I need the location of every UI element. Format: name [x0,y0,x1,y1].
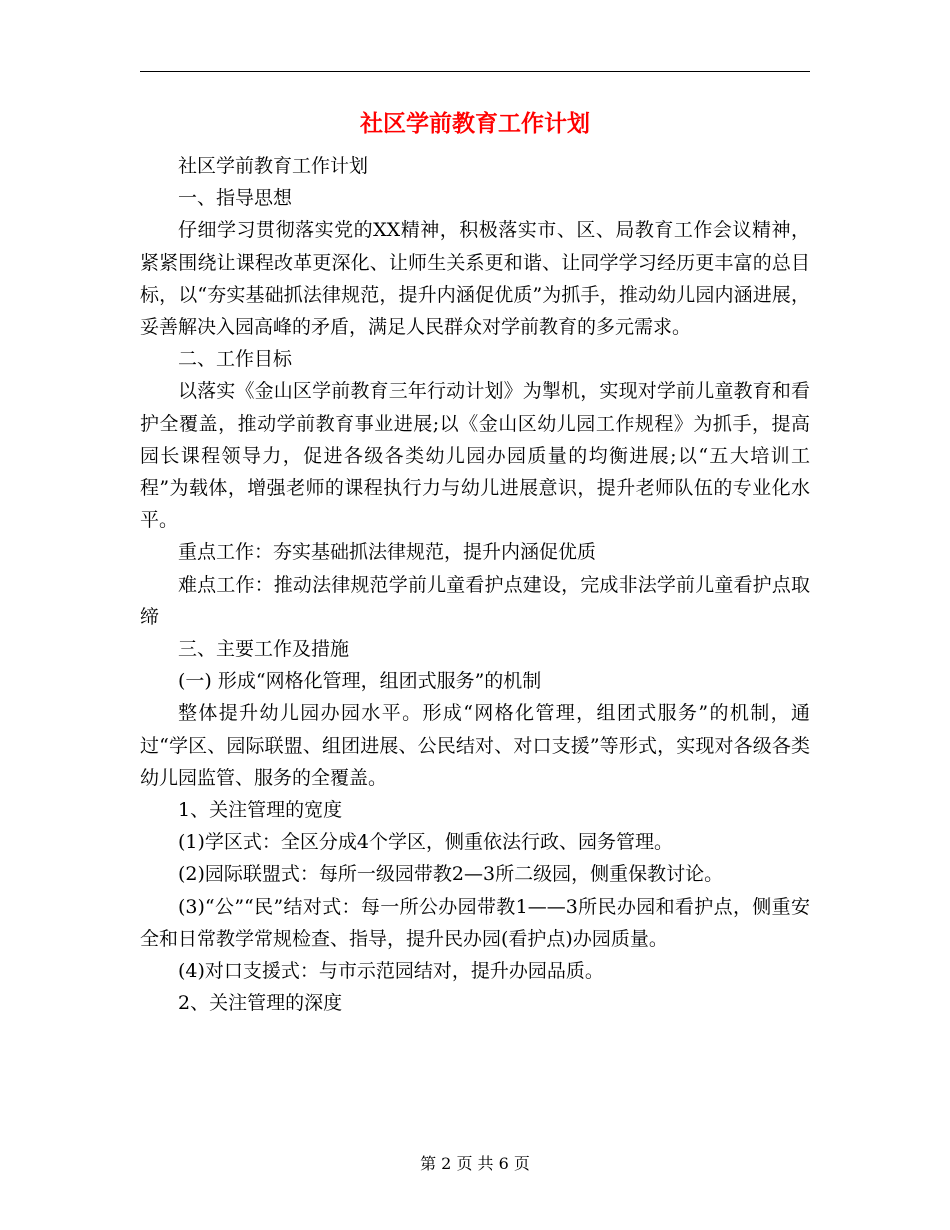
heading-main-work: 三、主要工作及措施 [178,638,350,661]
subheading-breadth: 1、关注管理的宽度 [178,799,343,822]
subheading-mechanism: (一) 形成“网格化管理，组团式服务”的机制 [178,670,542,693]
paragraph: 以落实《金山区学前教育三年行动计划》为掣机，实现对学前儿童教育和看护全覆盖，推动学前教育事业进展;以《金山区幼儿园工作规程》为抓手，提高园长课程领导力，促进各级各类幼儿园办园质量的均衡进展;以“五大培训工程”为载体，增强老师的课程执行力与幼儿进展意识，提升老师队伍的专业化水平。 [140,380,810,532]
list-item: (1)学区式：全区分成4个学区，侧重依法行政、园务管理。 [178,831,674,854]
subheading-depth: 2、关注管理的深度 [178,992,343,1015]
page-footer: 第 2 页 共 6 页 [420,1154,530,1173]
list-item: (2)园际联盟式：每所一级园带教2—3所二级园，侧重保教讨论。 [178,863,724,886]
paragraph: 仔细学习贯彻落实党的XX精神，积极落实市、区、局教育工作会议精神，紧紧围绕让课程改革更深化、让师生关系更和谐、让同学学习经历更丰富的总目标，以“夯实基础抓法律规范，提升内涵促优质”为抓手，推动幼儿园内涵进展，妥善解决入园高峰的矛盾，满足人民群众对学前教育的多元需求。 [140,219,810,339]
document-body [140,150,810,1019]
list-item: (4)对口支援式：与市示范园结对，提升办园品质。 [178,960,604,983]
paragraph-key-work: 重点工作：夯实基础抓法律规范，提升内涵促优质 [178,541,597,564]
header-rule [140,71,810,72]
document-title: 社区学前教育工作计划 [360,110,590,137]
heading-guiding-ideology: 一、指导思想 [178,187,293,210]
paragraph-difficult-work: 难点工作：推动法律规范学前儿童看护点建设，完成非法学前儿童看护点取缔 [140,573,810,628]
heading-work-goals: 二、工作目标 [178,348,293,371]
paragraph: 整体提升幼儿园办园水平。形成“网格化管理，组团式服务”的机制，通过“学区、园际联盟、组团进展、公民结对、对口支援”等形式，实现对各级各类幼儿园监管、服务的全覆盖。 [140,702,810,789]
list-item: (3)“公”“民”结对式：每一所公办园带教1——3所民办园和看护点，侧重安全和日常教学常规检查、指导，提升民办园(看护点)办园质量。 [140,895,810,950]
paragraph-subtitle: 社区学前教育工作计划 [178,155,369,177]
